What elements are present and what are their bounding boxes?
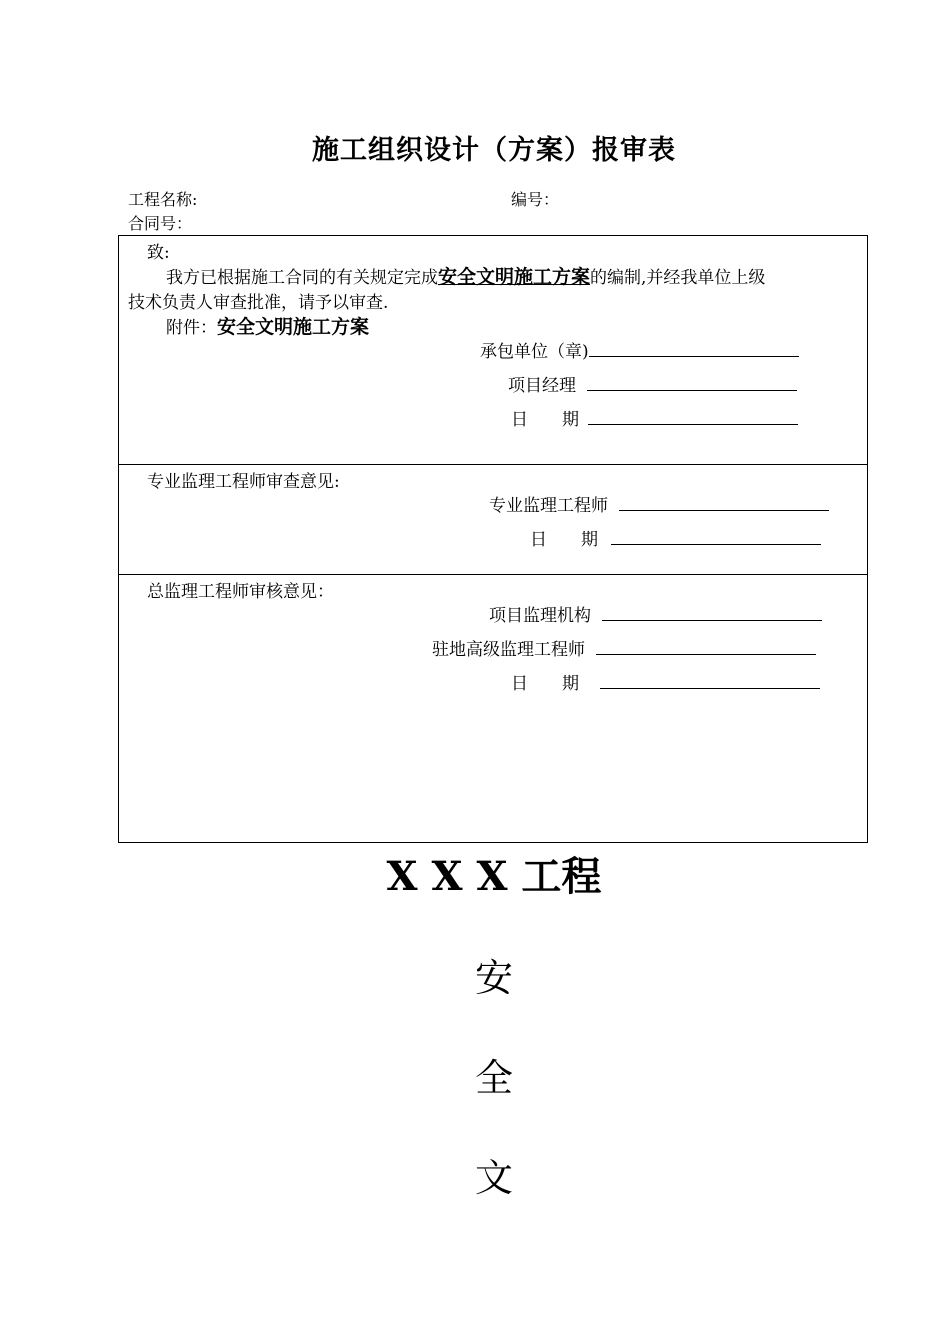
chief-opinion-label: 总监理工程师审核意见：	[147, 582, 334, 602]
contractor-label: 承包单位（章)	[480, 342, 589, 362]
date-row-1	[511, 405, 798, 430]
contractor-signature-line	[589, 339, 799, 357]
date-label-2: 日 期	[530, 530, 598, 550]
date-row-3	[511, 669, 820, 694]
number-label: 编号：	[511, 190, 560, 209]
cover-char-3: 文	[474, 1156, 513, 1200]
cover-char-1: 安	[474, 956, 513, 1000]
manager-row	[508, 371, 797, 396]
page-title: 施工组织设计（方案）报审表	[312, 135, 676, 166]
engineer-row	[489, 491, 829, 516]
manager-label: 项目经理	[508, 376, 576, 396]
attachment-row	[166, 312, 369, 339]
engineer-label: 专业监理工程师	[489, 496, 608, 516]
contract-no-label: 合同号：	[128, 214, 193, 233]
section-divider-1	[118, 464, 868, 465]
cover-project-title: X X X 工程	[386, 853, 602, 900]
attachment-label: 附件：	[166, 318, 217, 338]
senior-row	[432, 635, 816, 660]
date-label-1: 日 期	[511, 410, 579, 430]
date-label-3: 日 期	[511, 674, 579, 694]
org-signature-line	[602, 603, 822, 621]
plan-name: 安全文明施工方案	[438, 266, 591, 288]
project-name-label: 工程名称:	[128, 190, 198, 209]
date-line-3	[600, 671, 820, 689]
statement-suffix: 的编制,并经我单位上级	[590, 268, 766, 288]
date-line-1	[588, 407, 798, 425]
statement-prefix: 我方已根据施工合同的有关规定完成	[166, 268, 438, 288]
attachment-value: 安全文明施工方案	[217, 316, 370, 338]
cover-char-2: 全	[474, 1056, 513, 1100]
date-row-2	[530, 525, 821, 550]
contractor-row	[480, 337, 799, 362]
senior-signature-line	[596, 637, 816, 655]
manager-signature-line	[587, 373, 797, 391]
submission-statement	[166, 262, 765, 289]
org-row	[489, 601, 822, 626]
statement-line2: 技术负责人审查批准，请予以审查.	[128, 293, 389, 313]
engineer-signature-line	[619, 493, 829, 511]
senior-label: 驻地高级监理工程师	[432, 640, 585, 660]
date-line-2	[611, 527, 821, 545]
org-label: 项目监理机构	[489, 606, 591, 626]
section-divider-2	[118, 574, 868, 575]
engineer-opinion-label: 专业监理工程师审查意见:	[147, 472, 340, 492]
to-label: 致:	[147, 243, 170, 263]
